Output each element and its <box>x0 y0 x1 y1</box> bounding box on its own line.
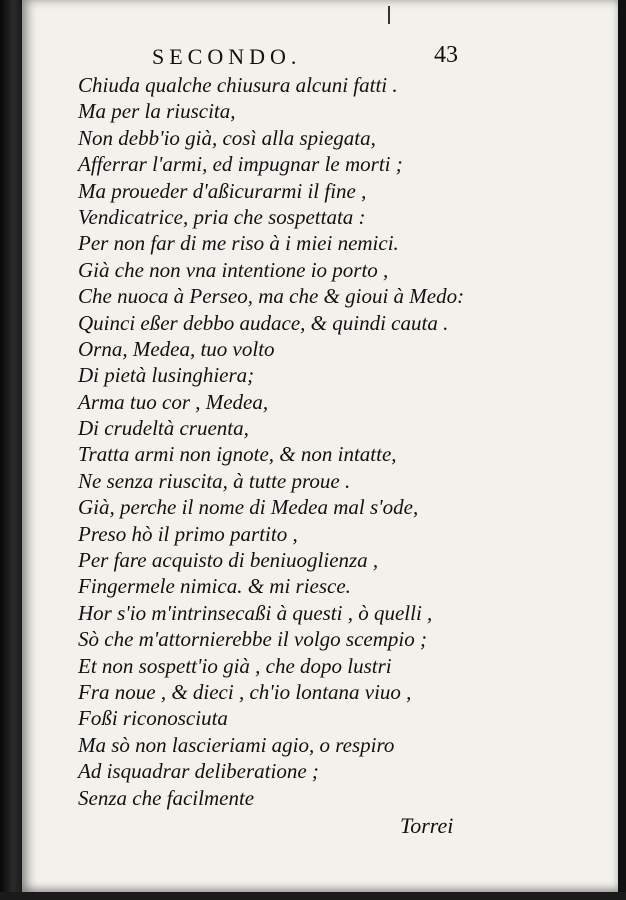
book-gutter-shadow <box>0 0 22 900</box>
verse-line: Foßi riconosciuta <box>78 706 228 731</box>
verse-line: Hor s'io m'intrinsecaßi à questi , ò quelli , <box>78 600 433 625</box>
verse-line: Già, perche il nome di Medea mal s'ode, <box>78 495 419 520</box>
verse-line: Ma proueder d'aßicurarmi il fine , <box>78 178 367 203</box>
verse-line: Ad isquadrar deliberatione ; <box>78 759 319 784</box>
verse-line: Orna, Medea, tuo volto <box>78 336 275 361</box>
verse-line: Per non far di me riso à i miei nemici. <box>78 231 399 256</box>
page-bottom-edge <box>0 892 626 900</box>
verse-line: Chiuda qualche chiusura alcuni fatti . <box>78 73 398 97</box>
verse-line: Et non sospett'io già , che dopo lustri <box>78 653 392 678</box>
running-title: SECONDO. <box>152 44 302 69</box>
verse-line: Senza che facilmente <box>78 785 255 810</box>
verse-line: Tratta armi non ignote, & non intatte, <box>78 442 397 467</box>
verse-line: Ma per la riuscita, <box>78 99 236 124</box>
verse-line: Afferrar l'armi, ed impugnar le morti ; <box>78 152 403 177</box>
verse-line: Quinci eßer debbo audace, & quindi cauta . <box>78 310 449 335</box>
verse-line: Fingermele nimica. & mi riesce. <box>78 574 351 599</box>
verse-line: Di crudeltà cruenta, <box>78 416 249 441</box>
verse-text <box>78 72 464 811</box>
verse-line: Vendicatrice, pria che sospettata : <box>78 204 366 229</box>
verse-line: Sò che m'attornierebbe il volgo scempio ; <box>78 627 427 652</box>
verse-line: Fra noue , & dieci , ch'io lontana viuo , <box>78 679 412 704</box>
verse-line: Arma tuo cor , Medea, <box>78 389 269 414</box>
catchword: Torrei <box>400 813 454 838</box>
page-number: 43 <box>434 42 458 68</box>
verse-line: Per fare acquisto di beniuoglienza , <box>78 548 379 573</box>
verse-line: Non debb'io già, così alla spiegata, <box>78 125 376 150</box>
verse-line: Ma sò non lascieriami agio, o respiro <box>78 732 395 757</box>
verse-line: Che nuoca à Perseo, ma che & gioui à Medo: <box>78 284 465 309</box>
verse-line: Ne senza riuscita, à tutte proue . <box>78 468 351 493</box>
verse-line: Di pietà lusinghiera; <box>78 363 255 388</box>
verse-line: Preso hò il primo partito , <box>78 521 298 546</box>
page-top-mark <box>388 6 390 24</box>
verse-line: Già che non vna intentione io porto , <box>78 257 389 282</box>
